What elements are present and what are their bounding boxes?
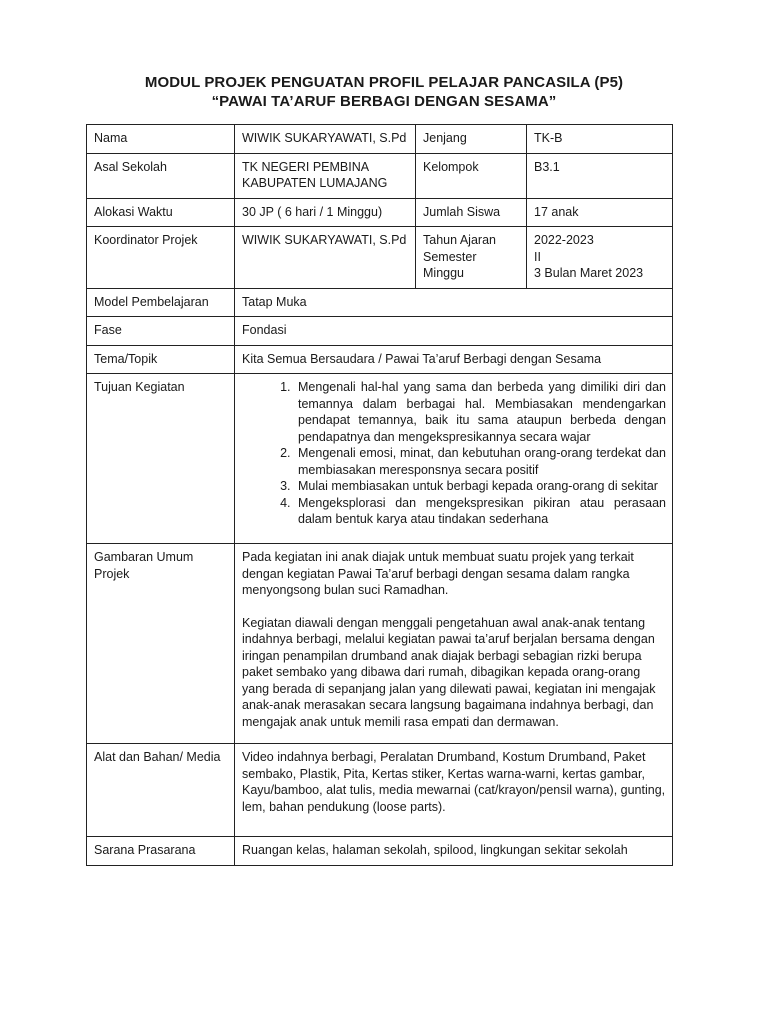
- row-alokasi-waktu: [87, 198, 673, 227]
- row-koordinator: [87, 227, 673, 289]
- row-alat-bahan: [87, 744, 673, 837]
- row-gambaran-umum: [87, 544, 673, 744]
- value-tujuan: [235, 374, 673, 544]
- module-info-table: [86, 124, 673, 866]
- value-gambaran: [235, 544, 673, 744]
- value-tahun-ajaran: 2022-2023: [534, 233, 594, 247]
- gambaran-paragraph-1: Pada kegiatan ini anak diajak untuk membuat suatu projek yang terkait dengan kegiatan Pawai Ta’aruf berbagi dengan sesama dalam rangka menyongsong bulan suci Ramadhan.: [242, 550, 634, 597]
- list-item: 3. Mulai membiasakan untuk berbagi kepada orang-orang di sekitar: [294, 478, 666, 495]
- value-sarana: Ruangan kelas, halaman sekolah, spilood, lingkungan sekitar sekolah: [235, 837, 673, 866]
- value-alat: Video indahnya berbagi, Peralatan Drumband, Kostum Drumband, Paket sembako, Plastik, Pita, Kertas stiker, Kertas warna-warni, kertas gambar, Kayu/bamboo, alat tulis, media mewarnai (cat/krayon/pensil warna), gunting, lem, bahan pendukung (loose parts).: [235, 744, 673, 837]
- value-semester: II: [534, 249, 541, 264]
- label-tahun-semester-minggu: [416, 227, 527, 289]
- row-nama: [87, 125, 673, 154]
- label-gambaran: Gambaran Umum Projek: [87, 544, 235, 744]
- label-semester: Semester: [423, 249, 477, 264]
- label-minggu: Minggu: [423, 266, 464, 280]
- list-item: 4. Mengeksplorasi dan mengekspresikan pikiran atau perasaan dalam bentuk karya atau tindakan sederhana: [294, 495, 666, 528]
- value-jenjang: TK-B: [527, 125, 673, 154]
- value-model: Tatap Muka: [235, 288, 673, 317]
- label-asal-sekolah: Asal Sekolah: [87, 153, 235, 198]
- label-tujuan: Tujuan Kegiatan: [87, 374, 235, 544]
- label-tahun-ajaran: Tahun Ajaran: [423, 233, 496, 247]
- value-minggu: 3 Bulan Maret 2023: [534, 266, 644, 280]
- label-tema: Tema/Topik: [87, 345, 235, 374]
- value-asal-sekolah: [235, 153, 416, 198]
- row-sarana: [87, 837, 673, 866]
- row-asal-sekolah: [87, 153, 673, 198]
- row-tujuan-kegiatan: [87, 374, 673, 544]
- label-sarana: Sarana Prasarana: [87, 837, 235, 866]
- value-nama: WIWIK SUKARYAWATI, S.Pd: [235, 125, 416, 154]
- sekolah-line-2: KABUPATEN LUMAJANG: [242, 176, 388, 190]
- label-fase: Fase: [87, 317, 235, 346]
- sekolah-line-1: TK NEGERI PEMBINA: [242, 159, 370, 174]
- row-model-pembelajaran: [87, 288, 673, 317]
- row-fase: [87, 317, 673, 346]
- label-kelompok: Kelompok: [416, 153, 527, 198]
- value-fase: Fondasi: [235, 317, 673, 346]
- list-item: 2. Mengenali emosi, minat, dan kebutuhan orang-orang terdekat dan membiasakan meresponsnya secara positif: [294, 445, 666, 478]
- value-alokasi-waktu: 30 JP ( 6 hari / 1 Minggu): [235, 198, 416, 227]
- label-jumlah-siswa: Jumlah Siswa: [416, 198, 527, 227]
- row-tema: [87, 345, 673, 374]
- label-alat: Alat dan Bahan/ Media: [87, 744, 235, 837]
- value-tema: Kita Semua Bersaudara / Pawai Ta’aruf Berbagi dengan Sesama: [235, 345, 673, 374]
- document-subtitle: “PAWAI TA’ARUF BERBAGI DENGAN SESAMA”: [211, 93, 557, 110]
- value-koordinator: WIWIK SUKARYAWATI, S.Pd: [235, 227, 416, 289]
- label-alokasi-waktu: Alokasi Waktu: [87, 198, 235, 227]
- list-item: 1. Mengenali hal-hal yang sama dan berbeda yang dimiliki diri dan temannya dalam berbagai hal. Membiasakan mendengarkan pendapat temannya, baik itu sama ataupun berbeda dengan pendapatnya dan mengekspresikannya secara wajar: [294, 379, 666, 445]
- document-title: MODUL PROJEK PENGUATAN PROFIL PELAJAR PANCASILA (P5): [144, 74, 624, 91]
- value-tahun-semester-minggu: [527, 227, 673, 289]
- value-jumlah-siswa: 17 anak: [527, 198, 673, 227]
- label-jenjang: Jenjang: [416, 125, 527, 154]
- label-nama: Nama: [87, 125, 235, 154]
- value-kelompok: B3.1: [527, 153, 673, 198]
- label-model: Model Pembelajaran: [87, 288, 235, 317]
- gambaran-paragraph-2: Kegiatan diawali dengan menggali pengetahuan awal anak-anak tentang indahnya berbagi, melalui kegiatan pawai ta’aruf berjalan bersama dengan iringan penampilan drumband anak diajak berbagi sebagian rizki berupa paket sembako yang dibawa dari rumah, dibagikan kepada orang-orang yang berada di sepanjang jalan yang dilewati pawai, kegiatan ini mengajak anak-anak merasakan secara langsung bagaimana indahnya berbagi, dan mengajak anak untuk memili rasa empati dan dermawan.: [242, 615, 656, 729]
- goals-list: [242, 379, 666, 528]
- label-koordinator: Koordinator Projek: [87, 227, 235, 289]
